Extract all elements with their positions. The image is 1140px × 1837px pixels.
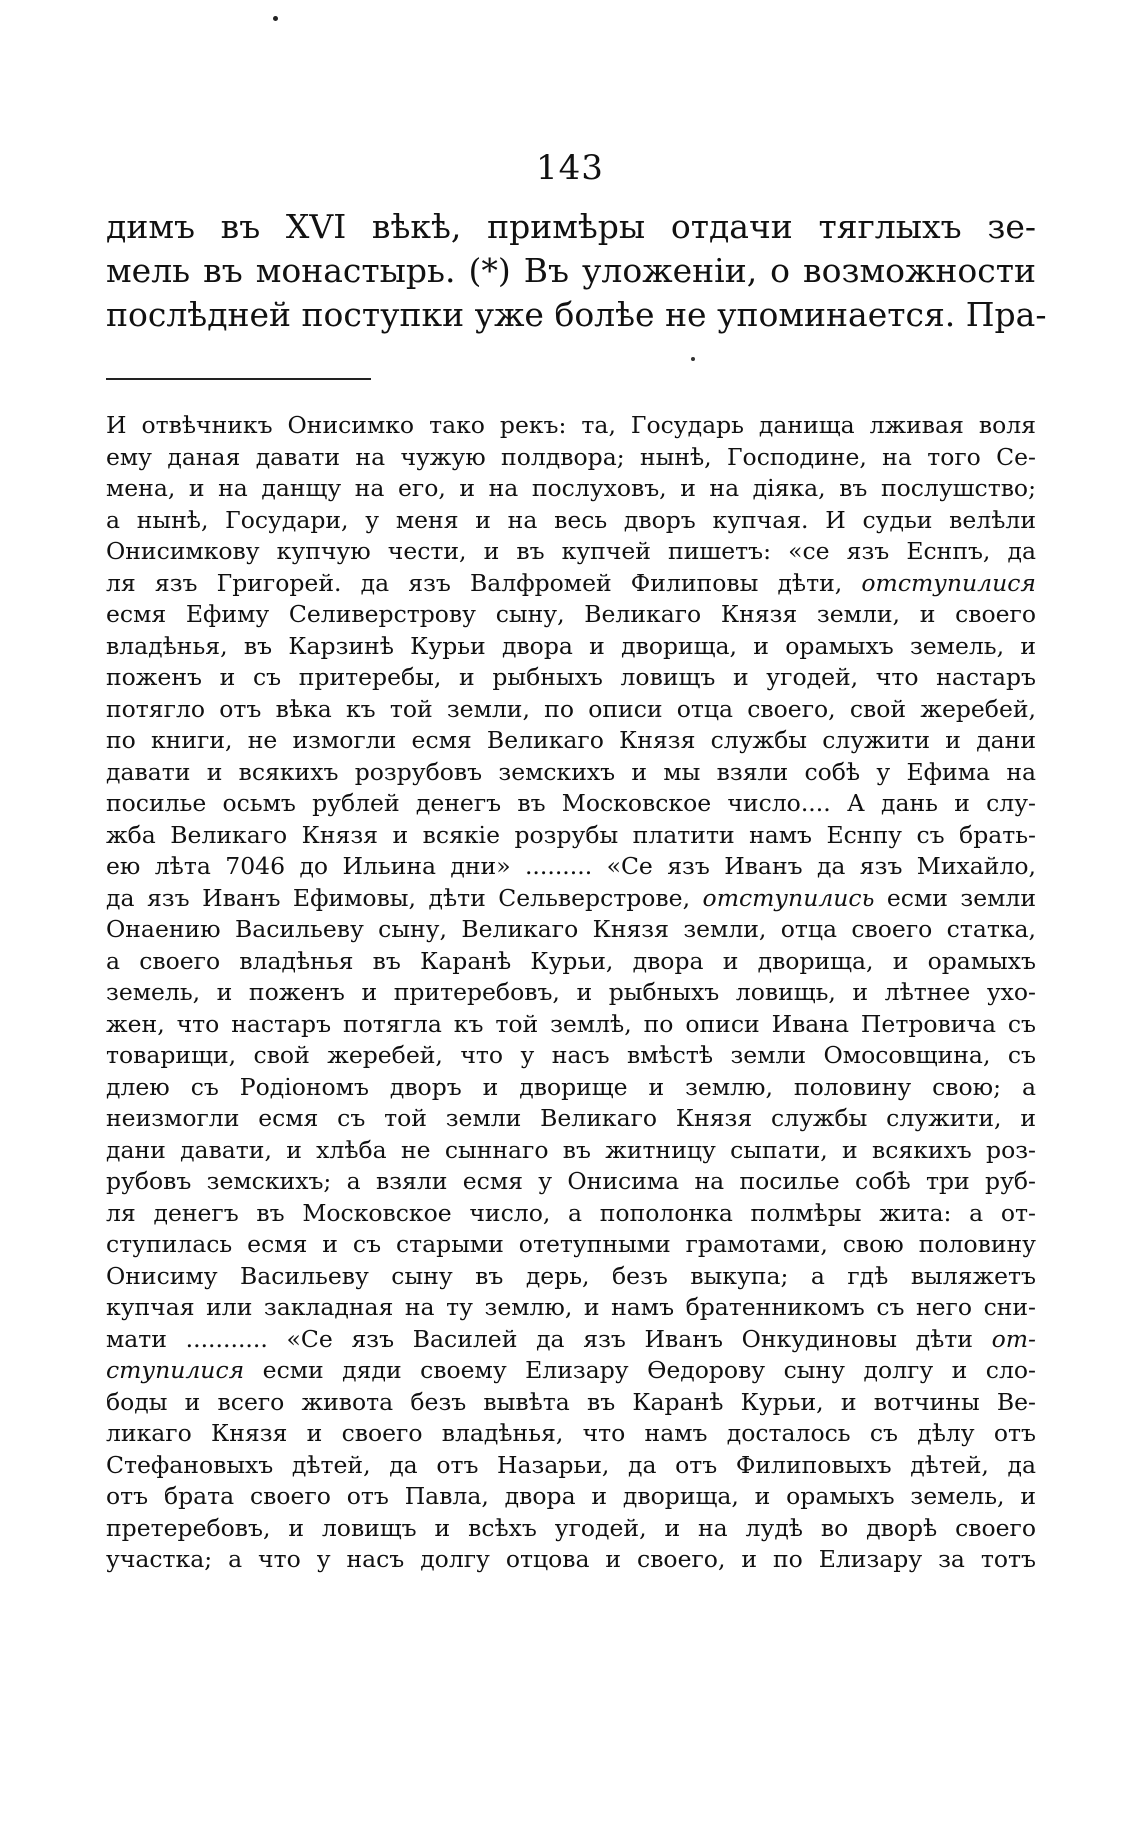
footnote-line: да язъ Иванъ Ефимовы, дѣти Сельверстрове, отступились есми земли [106,883,1036,912]
footnote [106,410,1036,1576]
footnote-line: посилье осьмъ рублей денегъ въ Московское число.... А дань и слу- [106,789,1036,817]
footnote-line: давати и всякихъ розрубовъ земскихъ и мы взяли собѣ у Ефима на [106,757,1036,786]
ink-dot-small [691,357,695,361]
italic-word: ступилися [106,1356,245,1384]
footnote-line: ему даная давати на чужую полдвора; нынѣ, Господине, на того Се- [106,442,1036,471]
footnote-line: мена, и на данщу на его, и на послуховъ, и на дiяка, въ послушство; [106,474,1036,502]
footnote-line: Стефановыхъ дѣтей, да отъ Назарьи, да отъ Филиповыхъ дѣтей, да [106,1450,1036,1479]
footnote-line: боды и всего живота безъ вывѣта въ Каранѣ Курьи, и вотчины Ве- [106,1387,1036,1416]
footnote-line: неизмогли есмя съ той земли Великаго Князя службы служити, и [106,1104,1036,1132]
footnote-line: ля язъ Григорей. да язъ Валфромей Филиповы дѣти, отступилися [106,568,1036,597]
footnote-divider [106,378,371,380]
footnote-line: Онисимкову купчую чести, и въ купчей пишетъ: «се язъ Еснпъ, да [106,537,1036,565]
footnote-line: земель, и поженъ и притеребовъ, и рыбныхъ ловищь, и лѣтнее ухо- [106,978,1036,1006]
main-line-1: димъ въ XVI вѣкѣ, примѣры отдачи тяглыхъ зе- [106,207,1036,246]
footnote-line: дани давати, и хлѣба не сыннаго въ житницу сыпати, и всякихъ роз- [106,1135,1036,1164]
ink-dot [273,16,278,21]
footnote-line: владѣнья, въ Карзинѣ Курьи двора и дворища, и орамыхъ земель, и [106,631,1036,660]
italic-word: отступилися [861,568,1036,597]
footnote-line: Онисиму Васильеву сыну въ дерь, безъ выкупа; а гдѣ выляжетъ [106,1261,1036,1290]
footnote-line: потягло отъ вѣка къ той земли, по описи отца своего, свой жеребей, [106,694,1036,723]
footnote-line: ликаго Князя и своего владѣнья, что намъ досталось съ дѣлу отъ [106,1419,1036,1447]
footnote-line: жен, что настаръ потягла къ той землѣ, по описи Ивана Петровича съ [106,1009,1036,1038]
footnote-line: ступилися есми дяди своему Елизару Ѳедорову сыну долгу и сло- [106,1356,1036,1384]
main-line-3: послѣдней поступки уже болѣе не упоминается. Пра- [106,295,1047,334]
footnote-line: а своего владѣнья въ Каранѣ Курьи, двора и дворища, и орамыхъ [106,946,1036,975]
page-number: 143 [536,148,604,188]
main-text [106,205,1047,337]
footnote-line: купчая или закладная на ту землю, и намъ братенникомъ съ него сни- [106,1293,1036,1321]
footnote-line: участка; а что у насъ долгу отцова и своего, и по Елизару за тотъ [106,1545,1036,1573]
footnote-line: И отвѣчникъ Онисимко тако рекъ: та, Государь данища лживая воля [106,411,1036,439]
footnote-line: а нынѣ, Государи, у меня и на весь дворъ купчая. И судьи велѣли [106,505,1036,534]
italic-word: отступились [702,883,875,912]
footnote-line: рубовъ земскихъ; а взяли есмя у Онисима на посилье собѣ три руб- [106,1167,1036,1195]
footnote-line: длею съ Родіономъ дворъ и дворище и землю, половину свою; а [106,1072,1036,1101]
footnote-line: ею лѣта 7046 до Ильина дни» ......... «Се язъ Иванъ да язъ Михайло, [106,852,1036,880]
footnote-line: по книги, не измогли есмя Великаго Князя службы служити и дани [106,726,1036,754]
footnote-line: мати ........... «Се язъ Василей да язъ Иванъ Онкудиновы дѣти от- [106,1324,1036,1353]
footnote-line: есмя Ефиму Селиверстрову сыну, Великаго Князя земли, и своего [106,600,1036,628]
footnote-line: ля денегъ въ Московское число, а пополонка полмѣры жита: а от- [106,1198,1036,1227]
footnote-line: жба Великаго Князя и всякіе розрубы платити намъ Еснпу съ брать- [106,820,1036,849]
footnote-line: отъ брата своего отъ Павла, двора и дворища, и орамыхъ земель, и [106,1482,1036,1510]
main-line-2: мель въ монастырь. (*) Въ уложеніи, о возможности [106,251,1036,290]
footnote-line: претеребовъ, и ловищъ и всѣхъ угодей, и на лудѣ во дворѣ своего [106,1513,1036,1542]
italic-word: от- [991,1324,1036,1353]
footnote-line: Онаению Васильеву сыну, Великаго Князя земли, отца своего статка, [106,915,1036,943]
footnote-line: товарищи, свой жеребей, что у насъ вмѣстѣ земли Омосовщина, съ [106,1041,1036,1069]
footnote-line: поженъ и съ притеребы, и рыбныхъ ловищъ и угодей, что настаръ [106,663,1036,691]
footnote-line: ступилась есмя и съ старыми отетупными грамотами, свою половину [106,1230,1036,1258]
